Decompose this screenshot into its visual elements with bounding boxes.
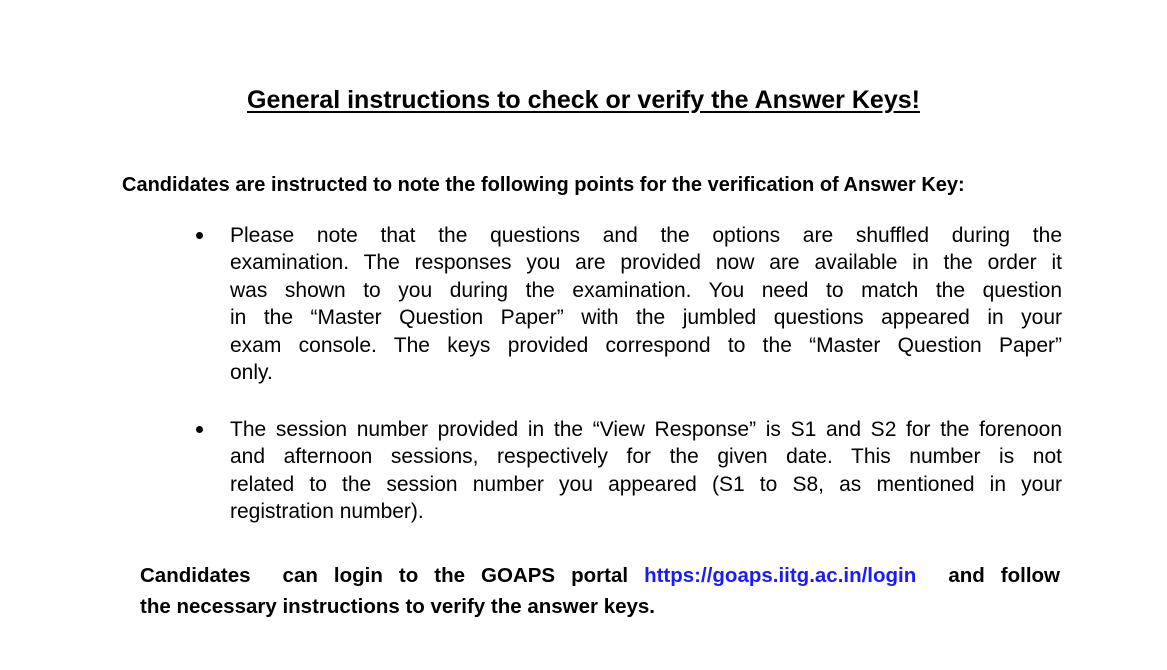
login-line-2: the necessary instructions to verify the answer keys. <box>140 595 655 618</box>
text-line: examination. The responses you are provided now are available in the order it <box>230 251 1062 275</box>
login-text-before: Candidates can login to the GOAPS portal <box>140 564 645 587</box>
login-line <box>140 560 1060 591</box>
text-line: registration number). <box>230 500 424 524</box>
login-instructions <box>140 560 1060 622</box>
bullet-item-shuffled-questions <box>196 222 1062 386</box>
login-text-after: and follow <box>916 564 1060 587</box>
page-title: General instructions to check or verify the Answer Keys! <box>247 86 920 114</box>
text-line: related to the session number you appeared (S1 to S8, as mentioned in your <box>230 472 1062 496</box>
text-line: exam console. The keys provided correspond to the “Master Question Paper” <box>230 333 1062 357</box>
goaps-login-link[interactable]: https://goaps.iitg.ac.in/login <box>644 564 917 587</box>
text-line: in the “Master Question Paper” with the jumbled questions appeared in your <box>230 306 1062 330</box>
text-line: only. <box>230 361 273 385</box>
text-line: was shown to you during the examination. You need to match the question <box>230 278 1062 302</box>
text-line: and afternoon sessions, respectively for the given date. This number is not <box>230 445 1062 469</box>
bullet-icon <box>196 232 203 239</box>
bullet-item-session-number <box>196 416 1062 526</box>
text-line: Please note that the questions and the options are shuffled during the <box>230 224 1062 247</box>
bullet-icon <box>196 426 203 433</box>
subheading: Candidates are instructed to note the following points for the verification of Answer Key: <box>122 174 965 196</box>
text-line: The session number provided in the “View Response” is S1 and S2 for the forenoon <box>230 418 1062 441</box>
